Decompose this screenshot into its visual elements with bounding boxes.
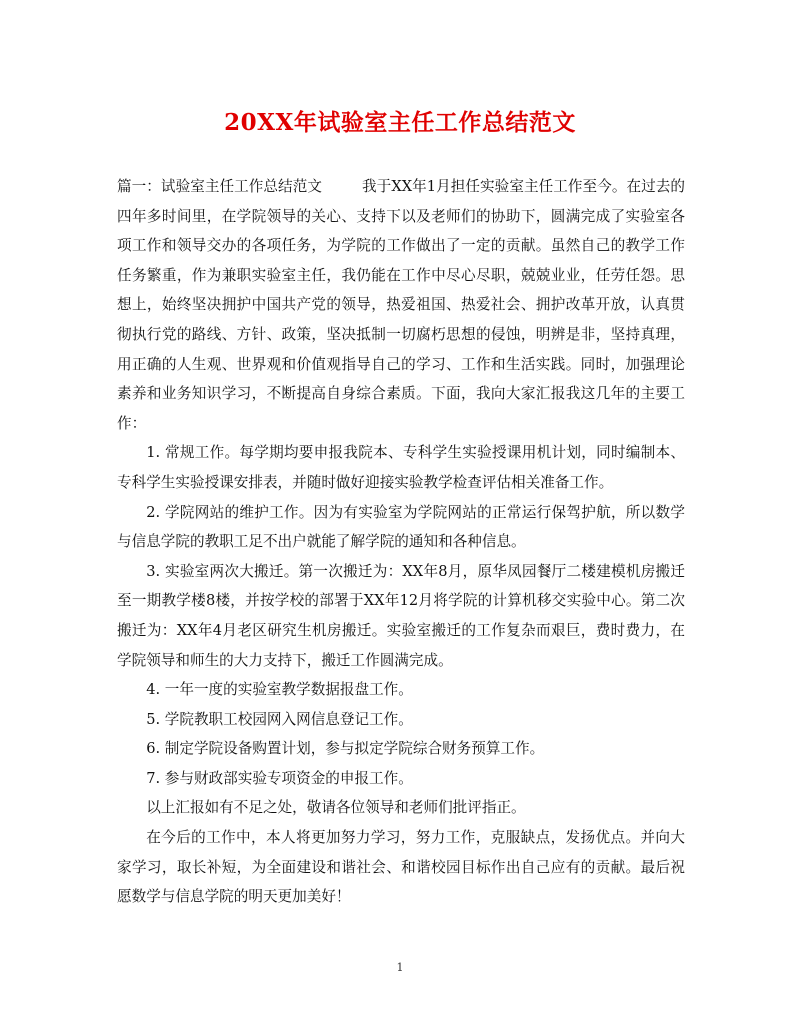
list-item: 7. 参与财政部实验专项资金的申报工作。 bbox=[146, 769, 413, 787]
list-item: 1. 常规工作。每学期均要申报我院本、专科学生实验授课用机计划，同时编制本、专科学生实验授课安排表，并随时做好迎接实验教学检查评估相关准备工作。 bbox=[117, 444, 685, 491]
list-item: 5. 学院教职工校园网入网信息登记工作。 bbox=[146, 710, 413, 728]
intro-heading: 篇一：试验室主任工作总结范文 bbox=[117, 178, 322, 195]
intro-body: 我于XX年1月担任实验室主任工作至今。在过去的四年多时间里，在学院领导的关心、支持下以及老师们的协助下，圆满完成了实验室各项工作和领导交办的各项任务，为学院的工作做出了一定的贡献。虽然自己的教学工作任务繁重，作为兼职实验室主任，我仍能在工作中尽心尽职，兢兢业业，任劳任怨。思想上，始终坚决拥护中国共产党的领导，热爱祖国、热爱社会、拥护改革开放，认真贯彻执行党的路线、方针、政策，坚决抵制一切腐朽思想的侵蚀，明辨是非，坚持真理，用正确的人生观、世界观和价值观指导自己的学习、工作和生活实践。同时，加强理论素养和业务知识学习，不断提高自身综合素质。下面，我向大家汇报我这几年的主要工作： bbox=[117, 178, 685, 432]
page-number: 1 bbox=[396, 961, 404, 974]
list-item: 3. 实验室两次大搬迁。第一次搬迁为：XX年8月，原华凤园餐厅二楼建模机房搬迁至一期教学楼8楼，并按学校的部署于XX年12月将学院的计算机移交实验中心。第二次搬迁为：XX年4月老区研究生机房搬迁。实验室搬迁的工作复杂而艰巨，费时费力，在学院领导和师生的大力支持下，搬迁工作圆满完成。 bbox=[117, 562, 685, 669]
intro-paragraph bbox=[117, 172, 685, 438]
list-item: 6. 制定学院设备购置计划，参与拟定学院综合财务预算工作。 bbox=[146, 740, 545, 758]
closing-paragraph-2: 在今后的工作中，本人将更加努力学习，努力工作，克服缺点，发扬优点。并向大家学习，取长补短，为全面建设和谐社会、和谐校园目标作出自己应有的贡献。最后祝愿数学与信息学院的明天更加美好！ bbox=[117, 829, 685, 906]
closing-paragraph-1: 以上汇报如有不足之处，敬请各位领导和老师们批评指正。 bbox=[146, 799, 526, 817]
document-title: 20XX年试验室主任工作总结范文 bbox=[224, 109, 576, 136]
list-item: 4. 一年一度的实验室教学数据报盘工作。 bbox=[146, 681, 413, 699]
document-body bbox=[117, 172, 685, 912]
list-item: 2. 学院网站的维护工作。因为有实验室为学院网站的正常运行保驾护航，所以数学与信息学院的教职工足不出户就能了解学院的通知和各种信息。 bbox=[117, 503, 685, 551]
